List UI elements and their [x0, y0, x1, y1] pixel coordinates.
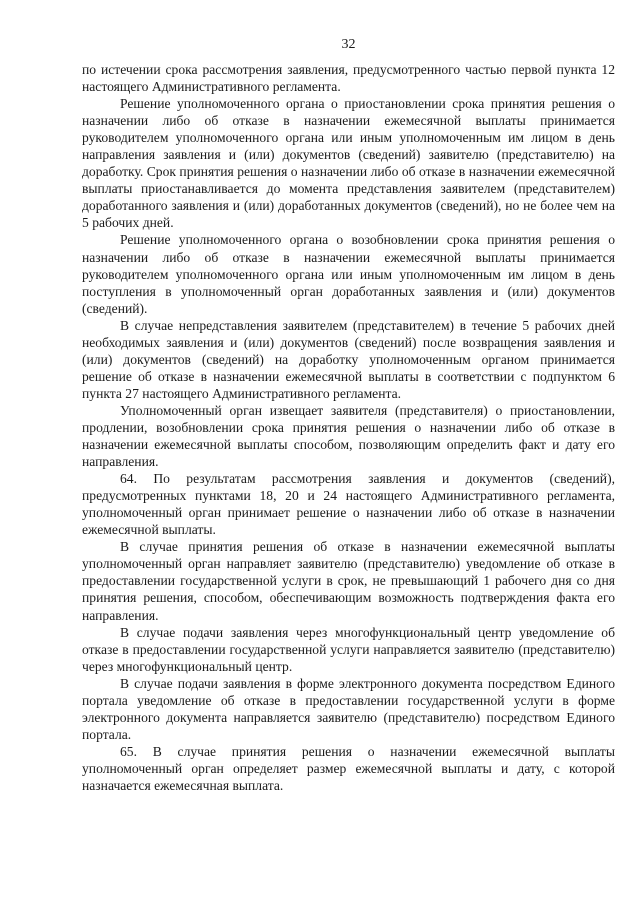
paragraph-refusal-notice: В случае принятия решения об отказе в назначении ежемесячной выплаты уполномоченный орган направляет заявителю (представителю) уведомление об отказе в предоставлении государственной услуги в срок, не превышающий 1 рабочего дня со дня принятия решения, способом, обеспечивающим возможность подтверждения факта его направления. — [82, 539, 615, 623]
paragraph-notification: Уполномоченный орган извещает заявителя (представителя) о приостановлении, продлении, возобновлении срока принятия решения о назначении либо об отказе в назначении ежемесячной выплаты способом, позволяющим определить факт и дату его направления. — [82, 402, 615, 470]
page-number: 32 — [341, 37, 356, 52]
paragraph-continuation: по истечении срока рассмотрения заявления, предусмотренного частью первой пункта 12 настоящего Административного регламента. — [82, 62, 615, 95]
paragraph-mfc-notice: В случае подачи заявления через многофункциональный центр уведомление об отказе в предоставлении государственной услуги направляется заявителю (представителю) через многофункциональный центр. — [82, 624, 615, 674]
paragraph-portal-notice: В случае подачи заявления в форме электронного документа посредством Единого портала уведомление об отказе в предоставлении государственной услуги в форме электронного документа направляется заявителю (представителю) посредством Единого портала. — [82, 675, 615, 742]
paragraph-item-65: 65. В случае принятия решения о назначении ежемесячной выплаты уполномоченный орган определяет размер ежемесячной выплаты и дату, с которой назначается ежемесячная выплата. — [82, 743, 615, 793]
paragraph-non-submission: В случае непредставления заявителем (представителем) в течение 5 рабочих дней необходимых заявления и (или) документов (сведений) после возвращения заявления и (или) документов (сведений) на доработку уполномоченным органом принимается решение об отказе в назначении ежемесячной выплаты в соответствии с подпунктом 6 пункта 27 настоящего Административного регламента. — [82, 317, 615, 401]
paragraph-suspension-decision: Решение уполномоченного органа о приостановлении срока принятия решения о назначении либо об отказе в назначении ежемесячной выплаты принимается руководителем уполномоченного органа или иным уполномоченным им лицом в день направления заявления и (или) документов (сведений) заявителю (представителю) на доработку. Срок принятия решения о назначении либо об отказе в назначении ежемесячной выплаты приостанавливается до момента представления заявителем (представителем) доработанного заявления и (или) доработанных документов (сведений), но не более чем на 5 рабочих дней. — [82, 96, 615, 231]
paragraph-resumption-decision: Решение уполномоченного органа о возобновлении срока принятия решения о назначении либо об отказе в назначении ежемесячной выплаты принимается руководителем уполномоченного органа или иным уполномоченным им лицом в день поступления в уполномоченный орган доработанных заявления и (или) документов (сведений). — [82, 232, 615, 316]
document-page — [82, 36, 615, 794]
paragraph-item-64: 64. По результатам рассмотрения заявления и документов (сведений), предусмотренных пунктами 18, 20 и 24 настоящего Административного регламента, уполномоченный орган принимает решение о назначении либо об отказе в назначении ежемесячной выплаты. — [82, 471, 615, 538]
